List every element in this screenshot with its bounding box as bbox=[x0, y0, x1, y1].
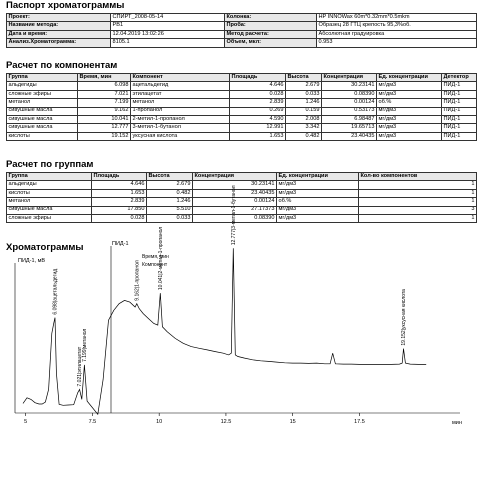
component-row-cell: 1-пропанол bbox=[131, 107, 230, 115]
component-row-cell: 2.679 bbox=[286, 82, 322, 90]
x-unit-label: мин bbox=[452, 420, 462, 426]
component-row-cell: ПИД-1 bbox=[442, 132, 477, 140]
component-row-cell: 30.23141 bbox=[322, 82, 377, 90]
passport-value: 0.953 bbox=[317, 39, 477, 47]
component-row-cell: 23.40435 bbox=[322, 132, 377, 140]
passport-label: Проба: bbox=[225, 22, 317, 30]
component-row-cell: ПИД-1 bbox=[442, 90, 477, 98]
passport-label: Объем, мкл: bbox=[225, 39, 317, 47]
group-row-cell: кислоты bbox=[7, 189, 92, 197]
passport-label: Анализ.Хроматограмма: bbox=[7, 39, 111, 47]
passport-label: Название метода: bbox=[7, 22, 111, 30]
component-row-cell: 7.199 bbox=[78, 99, 131, 107]
component-row-cell: мг/дм3 bbox=[377, 132, 442, 140]
component-row-cell: сивушные масла bbox=[7, 107, 78, 115]
passport-value: Абсолютная градуировка bbox=[317, 30, 477, 38]
component-row-cell: ацетальдегид bbox=[131, 82, 230, 90]
component-row-cell: уксусная кислота bbox=[131, 132, 230, 140]
passport-value: СПИРТ_2008-05-14 bbox=[111, 14, 225, 22]
component-row-cell: об.% bbox=[377, 99, 442, 107]
components-title: Расчет по компонентам bbox=[6, 60, 118, 71]
group-row-cell: мг/дм3 bbox=[277, 181, 359, 189]
column-header: Площадь bbox=[230, 74, 286, 82]
group-row-cell: 1 bbox=[359, 214, 477, 222]
component-row-cell: 0.482 bbox=[286, 132, 322, 140]
chromatogram-title: Хроматограммы bbox=[6, 242, 84, 253]
group-row-cell: 4.646 bbox=[92, 181, 147, 189]
component-row-cell: 4.590 bbox=[230, 115, 286, 123]
legend-time: Время, мин bbox=[142, 254, 169, 260]
column-header: Компонент bbox=[131, 74, 230, 82]
component-row-cell: кислоты bbox=[7, 132, 78, 140]
component-row-cell: ПИД-1 bbox=[442, 82, 477, 90]
x-tick-label: 15 bbox=[289, 419, 296, 425]
component-row-cell: 6.98487 bbox=[322, 115, 377, 123]
component-row-cell: 12.777 bbox=[78, 124, 131, 132]
component-row-cell: 0.028 bbox=[230, 90, 286, 98]
component-row-cell: мг/дм3 bbox=[377, 82, 442, 90]
component-row-cell: 0.53173 bbox=[322, 107, 377, 115]
x-tick-label: 12.5 bbox=[220, 419, 232, 425]
passport-title: Паспорт хроматограммы bbox=[6, 0, 125, 11]
column-header: Ед. концентрации bbox=[277, 173, 359, 181]
component-row-cell: 1.653 bbox=[230, 132, 286, 140]
group-row-cell: 30.23141 bbox=[193, 181, 277, 189]
detector-label: ПИД-1 bbox=[112, 241, 129, 247]
component-row-cell: 1.246 bbox=[286, 99, 322, 107]
group-row-cell: 2.679 bbox=[147, 181, 193, 189]
component-row-cell: 10.041 bbox=[78, 115, 131, 123]
peak-label: 12.777|3-метил-1-бутанол bbox=[230, 185, 237, 246]
component-row-cell: 0.033 bbox=[286, 90, 322, 98]
column-header: Высота bbox=[286, 74, 322, 82]
passport-label: Метод расчета: bbox=[225, 30, 317, 38]
column-header: Концентрация bbox=[193, 173, 277, 181]
group-row-cell: 0.08390 bbox=[193, 214, 277, 222]
groups-title: Расчет по группам bbox=[6, 159, 94, 170]
y-axis-label: ПИД-1, мВ bbox=[18, 258, 46, 264]
component-row-cell: 12.991 bbox=[230, 124, 286, 132]
component-row-cell: мг/дм3 bbox=[377, 124, 442, 132]
group-row-cell: 1 bbox=[359, 181, 477, 189]
component-row-cell: 19.152 bbox=[78, 132, 131, 140]
group-row-cell: 0.00124 bbox=[193, 198, 277, 206]
component-row-cell: 2-метил-1-пропанол bbox=[131, 115, 230, 123]
component-row-cell: 0.00124 bbox=[322, 99, 377, 107]
passport-value: 12.04.2019 13:02:26 bbox=[111, 30, 225, 38]
component-row-cell: этилацетат bbox=[131, 90, 230, 98]
peak-label: 7.021|этилацетат bbox=[77, 346, 84, 387]
component-row-cell: 6.098 bbox=[78, 82, 131, 90]
component-row-cell: 19.65713 bbox=[322, 124, 377, 132]
group-row-cell: мг/дм3 bbox=[277, 206, 359, 214]
component-row-cell: 3.342 bbox=[286, 124, 322, 132]
column-header: Площадь bbox=[92, 173, 147, 181]
peak-label: 10.041|2-метил-1-пропанол bbox=[157, 226, 164, 291]
group-row-cell: 0.028 bbox=[92, 214, 147, 222]
peak-label: 6.098|ацетальдегид bbox=[52, 268, 59, 315]
component-row-cell: 2.008 bbox=[286, 115, 322, 123]
group-row-cell: об.% bbox=[277, 198, 359, 206]
passport-value: HP INNOWax 60m*0.32mm*0.5mkm bbox=[317, 14, 477, 22]
column-header: Ед. концентрации bbox=[377, 74, 442, 82]
component-row-cell: 0.269 bbox=[230, 107, 286, 115]
component-row-cell: метанол bbox=[7, 99, 78, 107]
group-row-cell: 0.482 bbox=[147, 189, 193, 197]
column-header: Группа bbox=[7, 173, 92, 181]
group-row-cell: 5.510 bbox=[147, 206, 193, 214]
peak-label: 7.199|метанол bbox=[81, 328, 88, 362]
group-row-cell: 0.033 bbox=[147, 214, 193, 222]
component-row-cell: сивушные масла bbox=[7, 124, 78, 132]
component-row-cell: мг/дм3 bbox=[377, 90, 442, 98]
group-row-cell: 2.839 bbox=[92, 198, 147, 206]
component-row-cell: мг/дм3 bbox=[377, 115, 442, 123]
column-header: Детектор bbox=[442, 74, 477, 82]
component-row-cell: 0.159 bbox=[286, 107, 322, 115]
passport-label: Проект: bbox=[7, 14, 111, 22]
component-row-cell: мг/дм3 bbox=[377, 107, 442, 115]
group-row-cell: 27.17373 bbox=[193, 206, 277, 214]
column-header: Концентрация bbox=[322, 74, 377, 82]
x-tick-label: 7.5 bbox=[88, 419, 97, 425]
group-row-cell: мг/дм3 bbox=[277, 189, 359, 197]
group-row-cell: 1 bbox=[359, 189, 477, 197]
legend-component: Компонент bbox=[142, 262, 168, 268]
group-row-cell: 17.850 bbox=[92, 206, 147, 214]
passport-value: РВ1 bbox=[111, 22, 225, 30]
peak-label: 9.162|1-пропанол bbox=[134, 260, 141, 301]
passport-label: Колонка: bbox=[225, 14, 317, 22]
component-row-cell: ПИД-1 bbox=[442, 107, 477, 115]
group-row-cell: альдегиды bbox=[7, 181, 92, 189]
component-row-cell: ПИД-1 bbox=[442, 124, 477, 132]
group-row-cell: 1.246 bbox=[147, 198, 193, 206]
column-header: Группа bbox=[7, 74, 78, 82]
component-row-cell: 0.08390 bbox=[322, 90, 377, 98]
peak-label: 19.152|уксусная кислота bbox=[401, 289, 407, 346]
group-row-cell: 1 bbox=[359, 198, 477, 206]
group-row-cell: 23.40435 bbox=[193, 189, 277, 197]
column-header: Высота bbox=[147, 173, 193, 181]
component-row-cell: альдегиды bbox=[7, 82, 78, 90]
component-row-cell: ПИД-1 bbox=[442, 99, 477, 107]
column-header: Кол-во компонентов bbox=[359, 173, 477, 181]
column-header: Время, мин bbox=[78, 74, 131, 82]
group-row-cell: сложные эфиры bbox=[7, 214, 92, 222]
passport-value: Образец 28 ГТЦ крепость 95,3%об. bbox=[317, 22, 477, 30]
component-row-cell: сивушные масла bbox=[7, 115, 78, 123]
x-tick-label: 5 bbox=[24, 419, 28, 425]
component-row-cell: сложные эфиры bbox=[7, 90, 78, 98]
component-row-cell: 7.021 bbox=[78, 90, 131, 98]
component-row-cell: метанол bbox=[131, 99, 230, 107]
group-row-cell: 3 bbox=[359, 206, 477, 214]
passport-value: 8105.1 bbox=[111, 39, 225, 47]
component-row-cell: 3-метил-1-бутанол bbox=[131, 124, 230, 132]
passport-label: Дата и время: bbox=[7, 30, 111, 38]
group-row-cell: сивушные масла bbox=[7, 206, 92, 214]
group-row-cell: метанол bbox=[7, 198, 92, 206]
component-row-cell: 4.646 bbox=[230, 82, 286, 90]
x-tick-label: 17.5 bbox=[354, 419, 365, 425]
group-row-cell: мг/дм3 bbox=[277, 214, 359, 222]
x-tick-label: 10 bbox=[156, 419, 163, 425]
component-row-cell: 9.162 bbox=[78, 107, 131, 115]
component-row-cell: 2.839 bbox=[230, 99, 286, 107]
component-row-cell: ПИД-1 bbox=[442, 115, 477, 123]
group-row-cell: 1.653 bbox=[92, 189, 147, 197]
